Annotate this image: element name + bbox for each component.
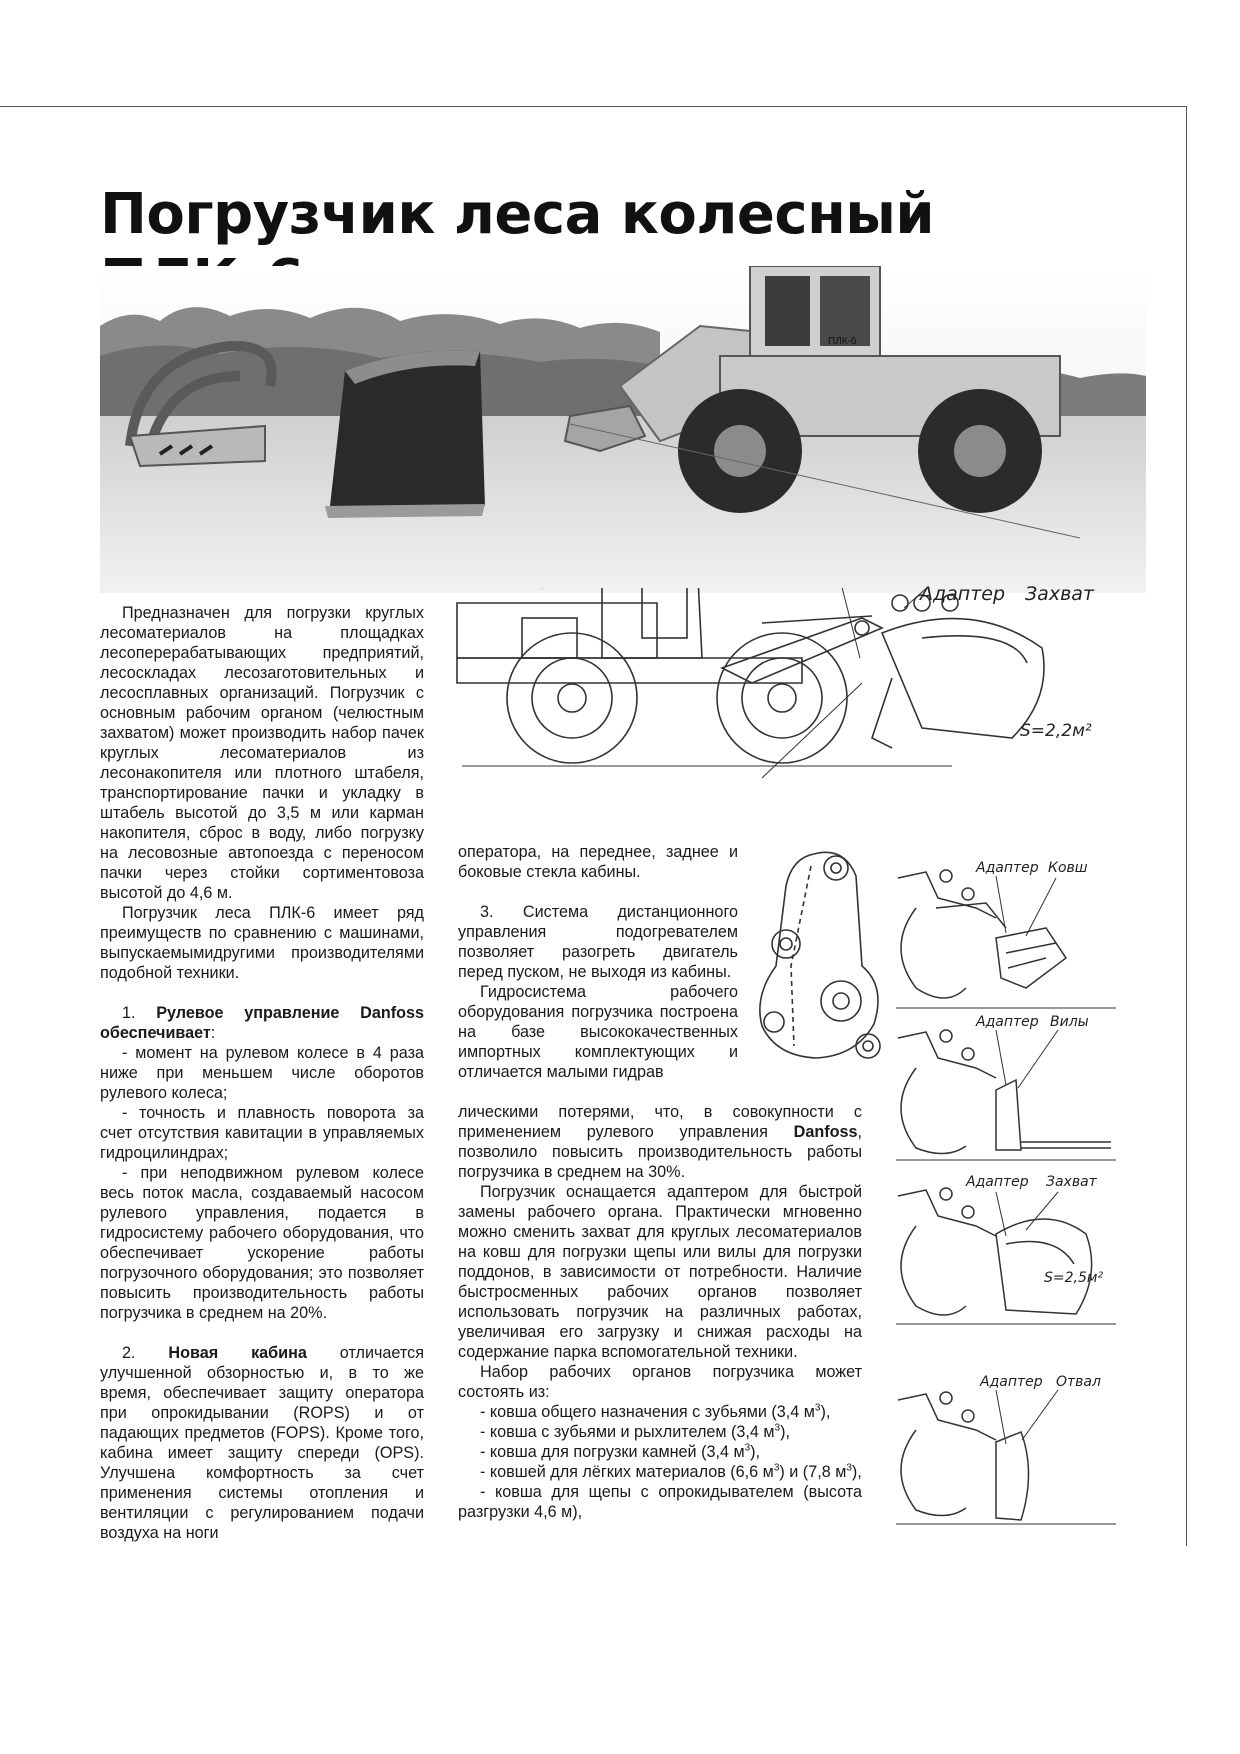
cabin-paragraph: 2. Новая кабина отличается улучшенной обзорностью и, в то же время, обеспечивает защиту оператора при опрокидывании (ROPS) и от падающих предметов (FOPS). Кроме того, кабина имеет защиту спереди (OPS). Улучшена комфортность за счет применения системы отопления и вентиляции с регулированием подачи воздуха на ноги [100, 1344, 424, 1542]
text-column-right-upper [458, 842, 738, 1082]
adapter-detail-diagram [756, 846, 898, 1106]
attachment-forks-diagram [896, 1010, 1122, 1168]
wheel-front [678, 389, 802, 513]
heater-paragraph: 3. Система дистанционного управления подогревателем позволяет разогреть двигатель перед пуском, не выходя из кабины. [458, 903, 738, 981]
page-title: Погрузчик леса колесный [100, 182, 935, 247]
steering-bullet-1: - момент на рулевом колесе в 4 раза ниже при меньшем числе оборотов рулевого колеса; [100, 1044, 424, 1102]
main-diagram-labels [900, 576, 1140, 752]
advantages-paragraph: Погрузчик леса ПЛК-6 имеет ряд преимуществ по сравнению с машинами, выпускаемымидругими производителями подобной техники. [100, 904, 424, 982]
bucket-adapter-label: Адаптер [976, 860, 1039, 876]
wheel-rear [918, 389, 1042, 513]
text-column-left [100, 603, 424, 1543]
attachment-list-item: - ковшей для лёгких материалов (6,6 $м^3$) и (7,8 $м^3$), [480, 1462, 862, 1481]
forks-tool-label: Вилы [1050, 1014, 1089, 1030]
hydraulics-paragraph-start: Гидросистема рабочего оборудования погрузчика построена на базе высококачественных импортных комплектующих и отличается малыми гидрав [458, 983, 738, 1081]
grab-area: S=2,2м² [1020, 721, 1092, 741]
cab-label: ПЛК-6 [828, 336, 857, 347]
intro-paragraph: Предназначен для погрузки круглых лесоматериалов на площадках лесоперерабатывающих предприятий, лесоскладах лесозаготовительных и лесосплавных организаций. Погрузчик с основным рабочим органом (челюстным захватом) может производить набор пачек круглых лесоматериалов из лесонакопителя или плотного штабеля, транспортирование пачки и укладку в штабель высотой до 3,5 м или карман накопителя, сброс в воду, либо погрузку на лесовозные автопоезда с переносом пачки через стойки сортиментовоза высотой до 4,6 м. [100, 604, 424, 902]
loader-photo [100, 266, 1146, 593]
attachment-list-item: - ковша общего назначения с зубьями (3,4 $м^3$), [480, 1402, 831, 1421]
text-column-right-lower [458, 1102, 862, 1522]
attachment-bucket-diagram [896, 858, 1122, 1016]
blade-adapter-label: Адаптер [980, 1374, 1043, 1390]
hydraulics-paragraph-end: лическими потерями, что, в совокупности с применением рулевого управления Danfoss, позволило повысить производительность работы погрузчика в среднем на 30%. [458, 1103, 862, 1181]
bucket-tool-label: Ковш [1048, 860, 1088, 876]
attachment-list-item: - ковша для щепы с опрокидывателем (высота разгрузки 4,6 м), [458, 1483, 862, 1521]
attachment-blade-diagram [896, 1372, 1122, 1532]
forks-adapter-label: Адаптер [976, 1014, 1039, 1030]
grab-area-small: S=2,5м² [1044, 1270, 1104, 1286]
steering-heading: 1. Рулевое управление Danfoss обеспечивает: [100, 1004, 425, 1042]
adapter-paragraph: Погрузчик оснащается адаптером для быстрой замены рабочего органа. Практически мгновенно можно сменить захват для круглых лесоматериалов на ковш для погрузки щепы или вилы для погрузки поддонов, в зависимости от потребности. Наличие быстросменных рабочих органов позволяет использовать погрузчик на различных работах, увеличивая его загрузку и снижая расходы на содержание парка вспомогательной техники. [458, 1183, 862, 1361]
label-grab: Захват [1025, 583, 1094, 605]
label-adapter: Адаптер [920, 583, 1006, 605]
right-rule [1186, 106, 1187, 1546]
cabin-continuation: оператора, на переднее, заднее и боковые стекла кабины. [458, 843, 738, 881]
grab-tool-label: Захват [1046, 1174, 1097, 1190]
top-rule [0, 106, 1187, 107]
steering-bullet-3: - при неподвижном рулевом колесе весь поток масла, создаваемый насосом рулевого управления, подается в гидросистему рабочего оборудования, что обеспечивает ускорение работы погрузочного оборудования; это позволяет повысить производительность работы погрузчика в среднем на 20%. [100, 1164, 424, 1322]
attachment-grab-diagram [896, 1174, 1122, 1332]
attachment-list-item: - ковша для погрузки камней (3,4 $м^3$), [480, 1442, 761, 1461]
attachment-list-item: - ковша с зубьями и рыхлителем (3,4 $м^3$), [480, 1422, 790, 1441]
blade-tool-label: Отвал [1056, 1374, 1101, 1390]
grab-adapter-label: Адаптер [966, 1174, 1029, 1190]
steering-bullet-2: - точность и плавность поворота за счет отсутствия кавитации в управляемых гидроцилиндрах; [100, 1104, 424, 1162]
attachments-set-paragraph: Набор рабочих органов погрузчика может состоять из: [458, 1363, 862, 1401]
